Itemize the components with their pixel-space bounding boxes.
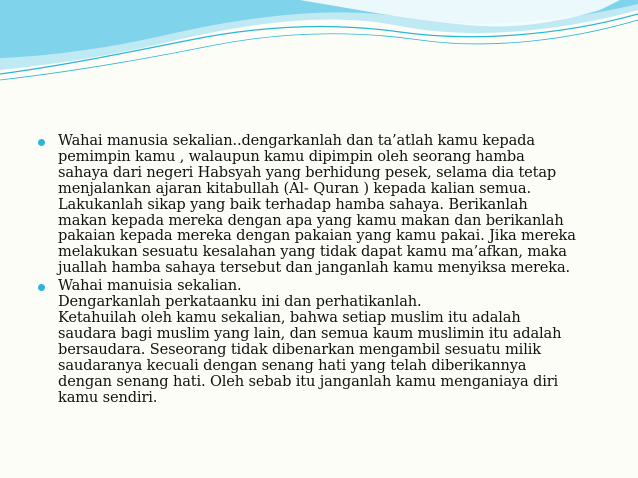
bullet-text-line: Wahai manuisia sekalian. bbox=[58, 277, 242, 295]
bullet-text-line: Ketahuilah oleh kamu sekalian, bahwa setiap muslim itu adalah bbox=[58, 308, 521, 326]
bullet-dot-icon bbox=[38, 139, 45, 146]
bullet-text-line: kamu sendiri. bbox=[58, 388, 158, 406]
bullet-text-line: sahaya dari negeri Habsyah yang berhidung pesek, selama dia tetap bbox=[58, 163, 557, 181]
bullet-text-line: Dengarkanlah perkataanku ini dan perhatikanlah. bbox=[58, 293, 422, 311]
bullet-item bbox=[36, 278, 598, 405]
bullet-text-line: Wahai manusia sekalian..dengarkanlah dan ta’atlah kamu kepada bbox=[58, 132, 535, 149]
bullet-item bbox=[36, 133, 598, 276]
bullet-text-line: juallah hamba sahaya tersebut dan janganlah kamu menyiksa mereka. bbox=[58, 259, 570, 277]
bullet-text-line: melakukan sesuatu kesalahan yang tidak dapat kamu ma’afkan, maka bbox=[58, 243, 567, 261]
bullet-text-line: Lakukanlah sikap yang baik terhadap hamba sahaya. Berikanlah bbox=[58, 195, 528, 213]
bullet-text-line: saudara bagi muslim yang lain, dan semua kaum muslimin itu adalah bbox=[58, 324, 562, 342]
header-wave-decoration bbox=[0, 0, 638, 90]
bullet-text-line: pakaian kepada mereka dengan pakaian yang kamu pakai. Jika mereka bbox=[58, 227, 576, 245]
bullet-text-line: menjalankan ajaran kitabullah (Al- Quran ) kepada kalian semua. bbox=[58, 179, 531, 197]
bullet-text-line: pemimpin kamu , walaupun kamu dipimpin oleh seorang hamba bbox=[58, 147, 525, 165]
bullet-text-line: saudaranya kecuali dengan senang hati yang telah diberikannya bbox=[58, 356, 527, 374]
bullet-text-line: bersaudara. Seseorang tidak dibenarkan mengambil sesuatu milik bbox=[58, 340, 541, 358]
bullet-text-line: makan kepada mereka dengan apa yang kamu makan dan berikanlah bbox=[58, 211, 564, 229]
bullet-text-line: dengan senang hati. Oleh sebab itu janganlah kamu menganiaya diri bbox=[58, 372, 559, 390]
bullet-list bbox=[36, 133, 598, 407]
bullet-dot-icon bbox=[38, 284, 45, 291]
